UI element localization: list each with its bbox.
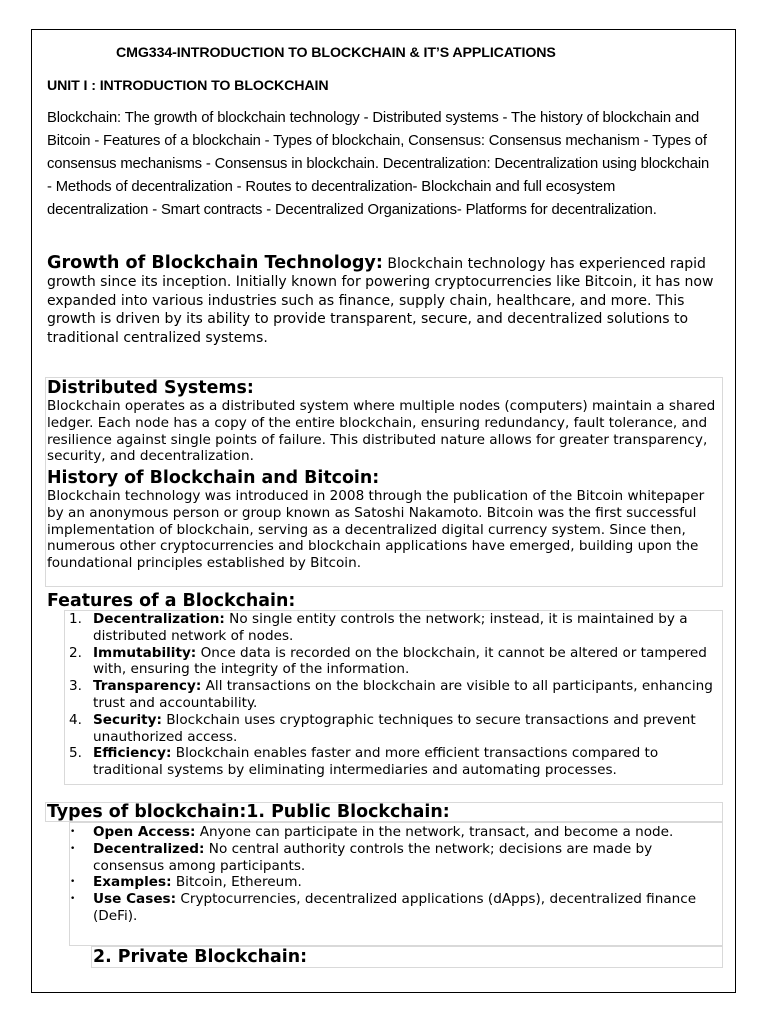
list-item: 2. Immutability: Once data is recorded on the blockchain, it cannot be altered or tampered with, ensuring the integrity of the information. bbox=[69, 644, 707, 678]
distributed-text: Blockchain operates as a distributed system where multiple nodes (computers) maintain a shared ledger. Each node has a copy of the entire blockchain, ensuring redundancy, fault tolerance, and resilience against single points of failure. This distributed nature allows for greater transparency, security, and decentralization. bbox=[47, 398, 716, 465]
growth-heading: Growth of Blockchain Technology: bbox=[47, 253, 383, 273]
list-item: • Decentralized: No central authority controls the network; decisions are made by consensus among participants. bbox=[70, 840, 653, 874]
history-heading: History of Blockchain and Bitcoin: bbox=[47, 468, 380, 488]
list-item: 5. Efficiency: Blockchain enables faster and more efficient transactions compared to traditional systems by eliminating intermediaries and automating processes. bbox=[69, 745, 659, 779]
growth-section bbox=[47, 254, 719, 347]
features-heading: Features of a Blockchain: bbox=[47, 591, 296, 611]
bullet-icon: • bbox=[70, 877, 76, 888]
growth-text: Blockchain technology has experienced rapid growth since its inception. Initially known for powering cryptocurrencies like Bitcoin, it has now expanded into various industries such as finance, supply chain, healthcare, and more. This growth is driven by its ability to provide transparent, secure, and decentralized solutions to traditional centralized systems. bbox=[47, 256, 714, 346]
syllabus-paragraph: Blockchain: The growth of blockchain technology - Distributed systems - The history of blockchain and Bitcoin - Features of a blockchain - Types of blockchain, Consensus: Consensus mechanism - Types of consensus mechanisms - Consensus in blockchain. Decentralization: Decentralization using blockchain - Methods of decentralization - Routes to decentralization- Blockchain and full ecosystem decentralization - Smart contracts - Decentralized Organizations- Platforms for decentralization. bbox=[47, 110, 710, 218]
public-blockchain-list bbox=[70, 824, 720, 925]
list-item: • Open Access: Anyone can participate in the network, transact, and become a node. bbox=[70, 824, 674, 840]
unit-title: UNIT I : INTRODUCTION TO BLOCKCHAIN bbox=[47, 78, 329, 94]
course-title: CMG334-INTRODUCTION TO BLOCKCHAIN & IT’S APPLICATIONS bbox=[116, 45, 556, 61]
list-item: • Use Cases: Cryptocurrencies, decentralized applications (dApps), decentralized finance (DeFi). bbox=[70, 891, 697, 924]
features-list bbox=[66, 611, 720, 779]
distributed-heading: Distributed Systems: bbox=[47, 378, 254, 398]
types-heading: Types of blockchain:1. Public Blockchain: bbox=[47, 802, 450, 822]
history-section bbox=[47, 468, 719, 572]
list-item: 3. Transparency: All transactions on the blockchain are visible to all participants, enhancing trust and accountability. bbox=[69, 678, 713, 711]
bullet-icon: • bbox=[70, 843, 76, 854]
list-item: 1. Decentralization: No single entity controls the network; instead, it is maintained by a distributed network of nodes. bbox=[69, 611, 688, 644]
list-item: • Examples: Bitcoin, Ethereum. bbox=[70, 874, 302, 891]
distributed-section bbox=[47, 378, 719, 465]
bullet-icon: • bbox=[70, 894, 76, 905]
bullet-icon: • bbox=[70, 827, 76, 837]
private-blockchain-heading: 2. Private Blockchain: bbox=[93, 947, 308, 967]
history-text: Blockchain technology was introduced in 2008 through the publication of the Bitcoin whitepaper by an anonymous person or group known as Satoshi Nakamoto. Bitcoin was the first successful implementation of blockchain, serving as a decentralized digital currency system. Since then, numerous other cryptocurrencies and blockchain applications have emerged, building upon the foundational principles established by Bitcoin. bbox=[47, 488, 705, 572]
list-item: 4. Security: Blockchain uses cryptographic techniques to secure transactions and prevent unauthorized access. bbox=[69, 711, 696, 745]
